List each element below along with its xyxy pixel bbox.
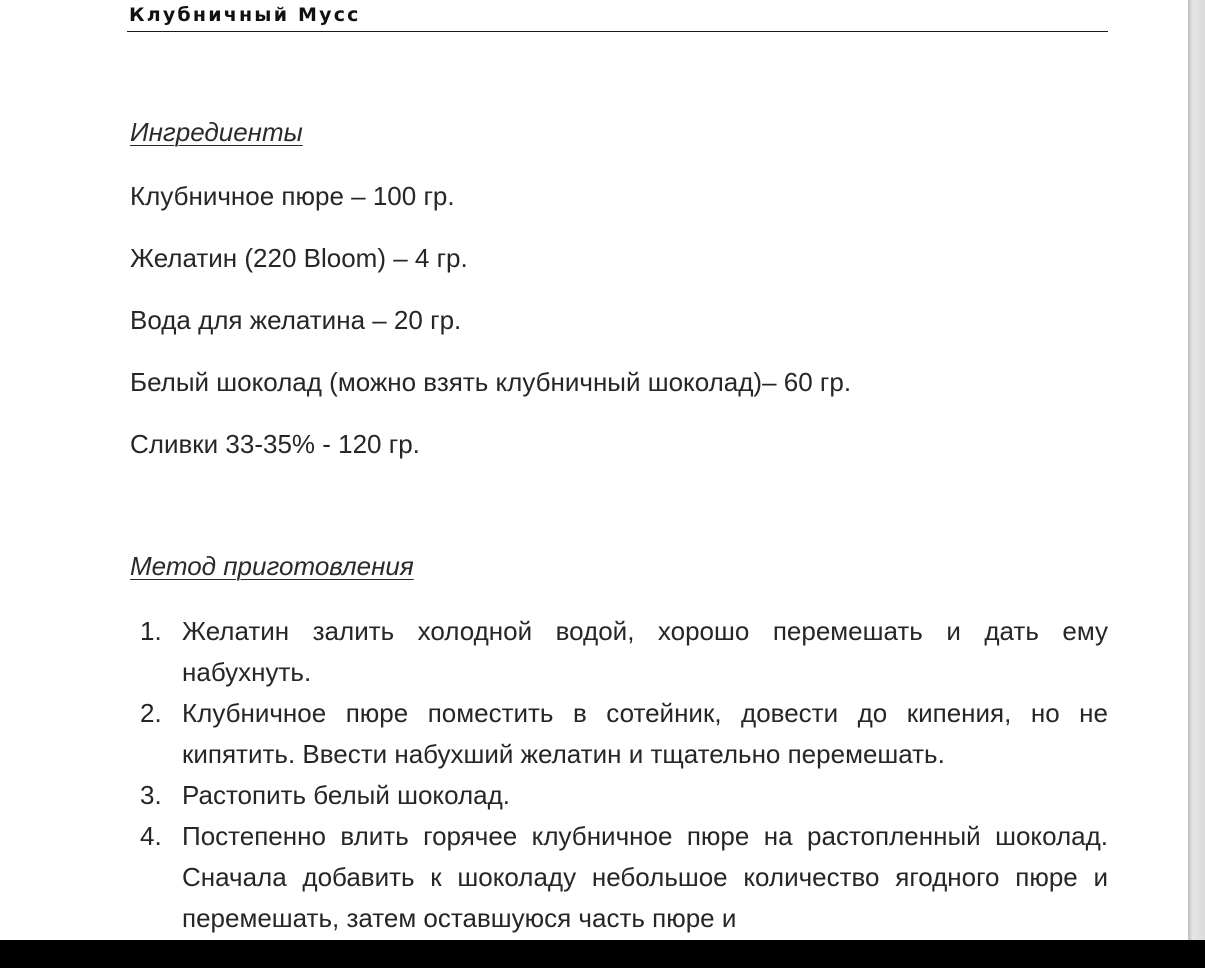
bottom-black-bar bbox=[0, 940, 1205, 968]
method-heading: Метод приготовления bbox=[130, 551, 414, 581]
step-text: Желатин залить холодной водой, хорошо перемешать и дать ему набухнуть. bbox=[182, 616, 1108, 687]
ingredient-item: Белый шоколад (можно взять клубничный шоколад)– 60 гр. bbox=[130, 367, 852, 397]
step-text: Постепенно влить горячее клубничное пюре на растопленный шоколад. Сначала добавить к шоколаду небольшое количество ягодного пюре и перемешать, затем оставшуюся часть пюре и bbox=[182, 821, 1108, 933]
step-text: Клубничное пюре поместить в сотейник, довести до кипения, но не кипятить. Ввести набухший желатин и тщательно перемешать. bbox=[182, 698, 1108, 769]
step-number: 2. bbox=[140, 698, 162, 728]
ingredient-item: Вода для желатина – 20 гр. bbox=[130, 305, 462, 335]
method-step bbox=[130, 611, 1108, 693]
page-shadow-edge bbox=[1188, 0, 1205, 940]
method-step bbox=[130, 693, 1108, 775]
step-number: 1. bbox=[140, 616, 162, 646]
method-step bbox=[130, 775, 1108, 816]
step-text: Растопить белый шоколад. bbox=[182, 780, 510, 810]
page-header bbox=[127, 0, 1108, 32]
recipe-title: Клубничный Мусс bbox=[129, 4, 361, 26]
ingredient-item: Желатин (220 Bloom) – 4 гр. bbox=[130, 243, 468, 273]
method-step bbox=[130, 816, 1108, 939]
ingredient-item: Клубничное пюре – 100 гр. bbox=[130, 181, 455, 211]
step-number: 3. bbox=[140, 780, 162, 810]
ingredient-item: Сливки 33-35% - 120 гр. bbox=[130, 429, 420, 459]
ingredients-heading: Ингредиенты bbox=[130, 117, 303, 147]
method-steps-list bbox=[130, 611, 1108, 939]
step-number: 4. bbox=[140, 821, 162, 851]
